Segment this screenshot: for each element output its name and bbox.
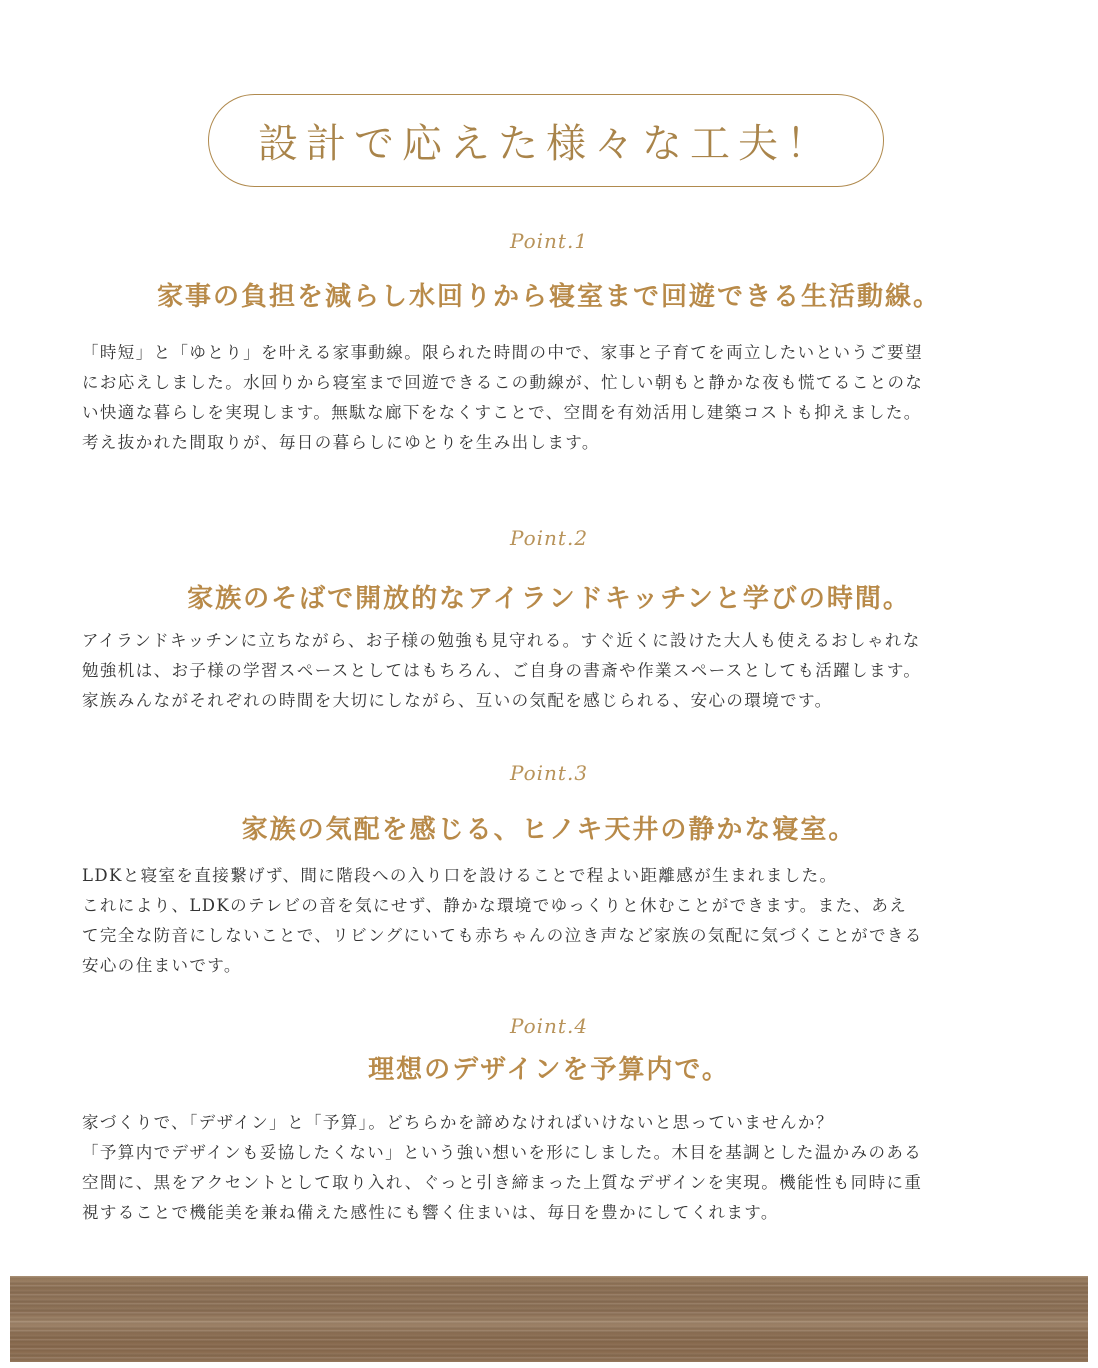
point-body	[82, 1108, 1022, 1228]
body-line: い快適な暮らしを実現します。無駄な廊下をなくすことで、空間を有効活用し建築コストも抑えました。	[82, 403, 922, 422]
point-heading: 家族のそばで開放的なアイランドキッチンと学びの時間。	[187, 584, 911, 614]
body-line: 安心の住まいです。	[82, 956, 242, 975]
body-line: 視することで機能美を兼ね備えた感性にも響く住まいは、毎日を豊かにしてくれます。	[82, 1203, 779, 1222]
point-body	[82, 338, 1022, 458]
point-heading: 家族の気配を感じる、ヒノキ天井の静かな寝室。	[241, 815, 857, 845]
body-line: 勉強机は、お子様の学習スペースとしてはもちろん、ご自身の書斎や作業スペースとしても活躍します。	[82, 661, 922, 680]
point-label: Point.2	[509, 526, 589, 550]
point-label: Point.4	[509, 1014, 589, 1038]
point-label: Point.3	[509, 761, 589, 785]
body-line: 「時短」と「ゆとり」を叶える家事動線。限られた時間の中で、家事と子育てを両立したいというご要望	[82, 343, 923, 362]
point-heading: 家事の負担を減らし水回りから寝室まで回遊できる生活動線。	[156, 282, 941, 312]
body-line: にお応えしました。水回りから寝室まで回遊できるこの動線が、忙しい朝もと静かな夜も慌てることのな	[82, 373, 924, 392]
body-line: て完全な防音にしないことで、リビングにいても赤ちゃんの泣き声など家族の気配に気づくことができる	[82, 926, 923, 945]
page-title: 設計で応えた様々な工夫！	[258, 121, 834, 167]
point-label: Point.1	[509, 229, 589, 253]
body-line: 家づくりで、「デザイン」と「予算」。どちらかを諦めなければいけないと思っていませんか？	[82, 1113, 834, 1132]
body-line: 「予算内でデザインも妥協したくない」という強い想いを形にしました。木目を基調とした温かみのある	[82, 1143, 923, 1162]
body-line: 空間に、黒をアクセントとして取り入れ、ぐっと引き締まった上質なデザインを実現。機能性も同時に重	[82, 1173, 923, 1192]
body-line: 考え抜かれた間取りが、毎日の暮らしにゆとりを生み出します。	[82, 433, 600, 452]
point-heading: 理想のデザインを予算内で。	[368, 1055, 730, 1085]
body-line: アイランドキッチンに立ちながら、お子様の勉強も見守れる。すぐ近くに設けた大人も使えるおしゃれな	[82, 631, 921, 650]
point-body	[82, 861, 1022, 981]
body-line: これにより、LDKのテレビの音を気にせず、静かな環境でゆっくりと休むことができます。また、あえ	[82, 896, 908, 915]
title-pill	[208, 94, 884, 187]
wood-texture-banner	[10, 1276, 1088, 1362]
point-body	[82, 626, 1022, 716]
body-line: 家族みんながそれぞれの時間を大切にしながら、互いの気配を感じられる、安心の環境です。	[82, 691, 833, 710]
body-line: LDKと寝室を直接繋げず、間に階段への入り口を設けることで程よい距離感が生まれました。	[82, 866, 838, 885]
